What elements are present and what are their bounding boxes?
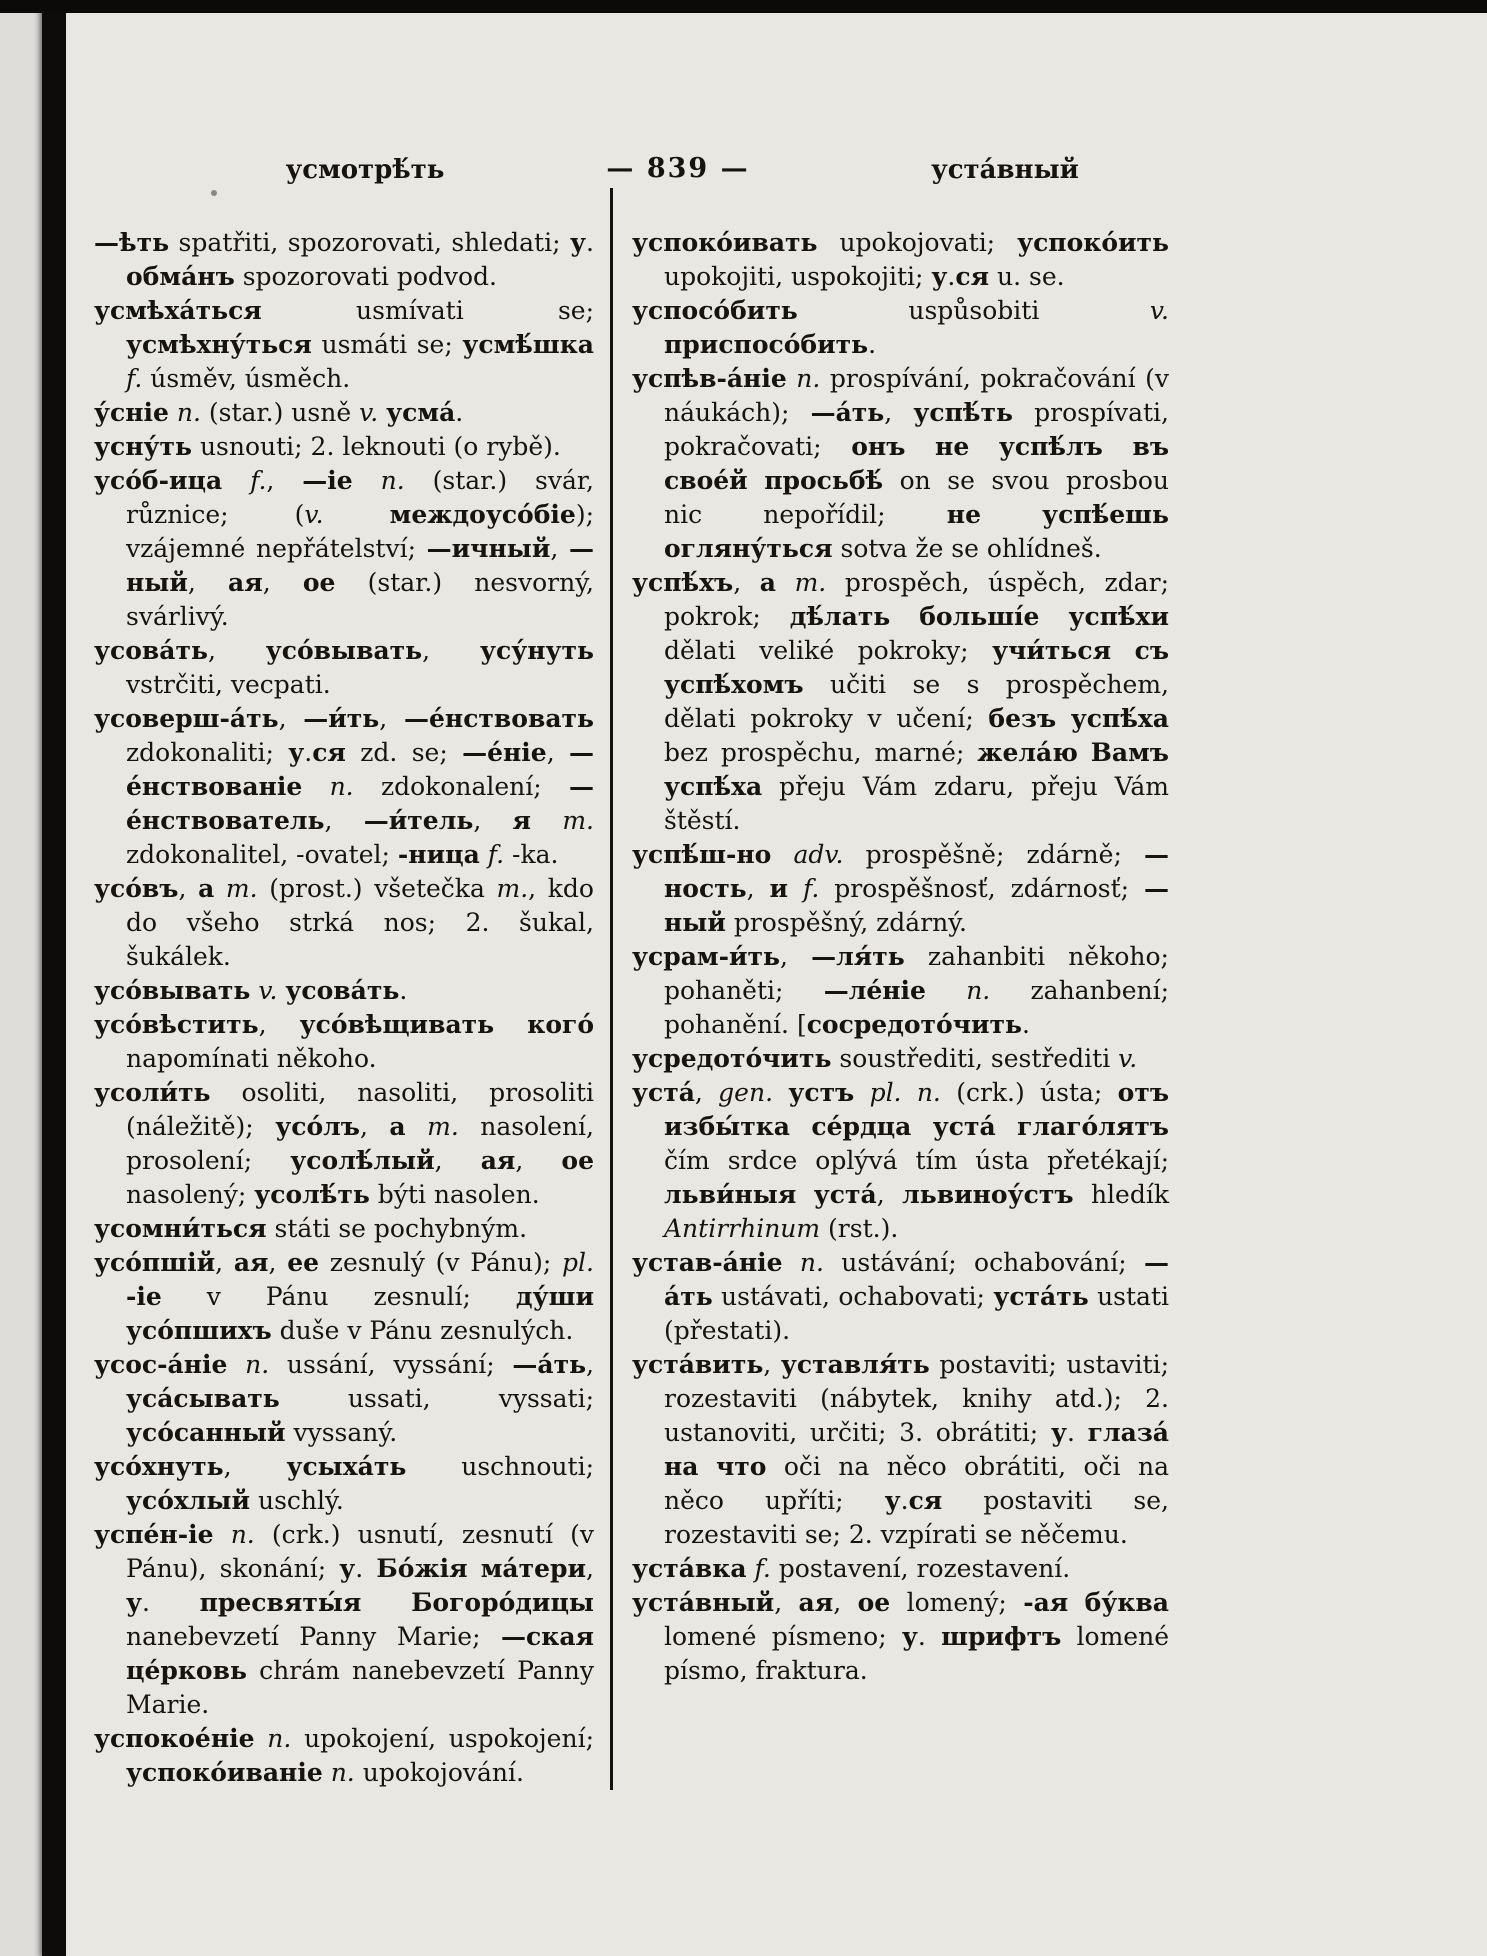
page-number: — 839 —: [606, 153, 750, 184]
dictionary-entry: уста́вка f. postavení, rozestavení.: [632, 1554, 1071, 1583]
dictionary-entry: усну́ть usnouti; 2. leknouti (o rybě).: [94, 432, 561, 461]
running-head-right-keyword: уста́вный: [931, 155, 1079, 185]
dictionary-entry: усос-а́ніе n. ussání, vyssání; —а́ть, уса́сывать ussati, vyssati; усо́санный vyssaný.: [94, 1350, 594, 1447]
dictionary-entry: успоко́ивать upokojovati; успоко́ить upokojiti, uspokojiti; у.ся u. se.: [632, 228, 1169, 291]
dictionary-entry: усо́вывать v. усова́ть.: [94, 976, 408, 1005]
dictionary-entry: у́сніе n. (star.) usně v. усма́.: [94, 398, 464, 427]
dictionary-entry: усоли́ть osoliti, nasoliti, prosoliti (náležitě); усо́лъ, а m. nasolení, prosolení; усолѣ́лый, ая, ое nasolený; усолѣ́ть býti nasolen.: [94, 1078, 594, 1209]
dictionary-entry: успѣ́хъ, а m. prospěch, úspěch, zdar; pokrok; дѣ́лать больші́е успѣ́хи dělati veliké pokroky; учи́ться съ успѣ́хомъ učiti se s prospěchem, dělati pokroky v učení; безъ успѣ́ха bez prospěchu, marné; жела́ю Вамъ успѣ́ха přeju Vám zdaru, přeju Vám štěstí.: [632, 568, 1170, 835]
dictionary-entry: уста́вить, уставля́ть postaviti; ustaviti; rozestaviti (nábytek, knihy atd.); 2. ustanoviti, určiti; 3. obrátiti; у. глаза́ на что oči na něco obrátiti, oči na něco upříti; у.ся postaviti se, rozestaviti se; 2. vzpírati se něčemu.: [632, 1350, 1169, 1549]
dictionary-entry: усо́въ, а m. (prost.) všetečka m., kdo do všeho strká nos; 2. šukal, šukálek.: [94, 874, 594, 971]
dictionary-entry: —ѣть spatřiti, spozorovati, shledati; у. обма́нъ spozorovati podvod.: [94, 228, 594, 291]
dictionary-entry: усоверш-а́ть, —и́ть, —е́нствовать zdokonaliti; у.ся zd. se; —е́ніе, —е́нствованіе n. zdokonalení; —е́нствователь, —и́тель, я m. zdokonalitel, -ovatel; -ница f. -ka.: [94, 704, 595, 869]
dictionary-entry: усо́пшій, ая, ее zesnulý (v Pánu); pl. -іе v Pánu zesnulí; ду́ши усо́пшихъ duše v Pánu zesnulých.: [94, 1248, 594, 1345]
dictionary-entry: усова́ть, усо́вывать, усу́нуть vstrčiti, vecpati.: [94, 636, 594, 699]
dictionary-entry: успѣ́ш-но adv. prospěšně; zdárně; —ность, и f. prospěšnosť, zdárnosť; —ный prospěšný, zdárný.: [632, 840, 1169, 937]
left-column: [94, 226, 594, 1790]
dictionary-entry: усмѣха́ться usmívati se; усмѣхну́ться usmáti se; усмѣ́шка f. úsměv, úsměch.: [94, 296, 594, 393]
dictionary-entry: усо́вѣстить, усо́вѣщивать кого́ napomínati někoho.: [94, 1010, 594, 1073]
dictionary-entry: успѣв-а́ніе n. prospívání, pokračování (v náukách); —а́ть, успѣ́ть prospívati, pokračovati; онъ не успѣ́лъ въ свое́й просьбѣ́ on se svou prosbou nic nepořídil; не успѣ́ешь огляну́ться sotva že se ohlídneš.: [632, 364, 1170, 563]
dictionary-entry: усомни́ться státi se pochybným.: [94, 1214, 528, 1243]
dictionary-entry: усо́б-ица f., —іе n. (star.) svár, různice; (v. междоусо́біе); vzájemné nepřátelství; —ичный, —ный, ая, ое (star.) nesvorný, svárlivý.: [94, 466, 595, 631]
book-spine-shadow: [42, 0, 68, 1956]
page: [66, 12, 1487, 1956]
dictionary-entry: успосо́бить uspůsobiti v. приспосо́бить.: [632, 296, 1169, 359]
scan-speck: [211, 190, 217, 196]
column-divider-rule: [610, 188, 613, 1790]
dictionary-entry: успе́н-іе n. (crk.) usnutí, zesnutí (v Pánu), skonání; у. Бо́жія ма́тери, у. пресвяты́я Богоро́дицы nanebevzetí Panny Marie; —ская це́рковь chrám nanebevzetí Panny Marie.: [94, 1520, 594, 1719]
dictionary-entry: усрам-и́ть, —ля́ть zahanbiti někoho; pohaněti; —ле́ніе n. zahanbení; pohanění. [сосредото́чить.: [632, 942, 1170, 1039]
right-column: [632, 226, 1169, 1688]
dictionary-entry: уста́вный, ая, ое lomený; -ая бу́ква lomené písmeno; у. шрифтъ lomené písmo, fraktura.: [632, 1588, 1169, 1685]
dictionary-entry: успокое́ніе n. upokojení, uspokojení; успоко́иваніе n. upokojování.: [94, 1724, 594, 1787]
dictionary-entry: устав-а́ніе n. ustávání; ochabování; —а́ть ustávati, ochabovati; уста́ть ustati (přestati).: [632, 1248, 1169, 1345]
dictionary-entry: усо́хнуть, усыха́ть uschnouti; усо́хлый uschlý.: [94, 1452, 594, 1515]
scan-left-margin: [0, 0, 44, 1956]
running-head-left-keyword: усмотрѣ́ть: [285, 155, 445, 185]
scan-top-edge: [0, 0, 1487, 13]
dictionary-entry: уста́, gen. устъ pl. n. (crk.) ústa; отъ избы́тка се́рдца уста́ глаго́лятъ čím srdce oplývá tím ústa přetékají; льви́ныя уста́, львиноу́стъ hledík Antirrhinum (rst.).: [632, 1078, 1169, 1243]
dictionary-entry: усредото́чить soustřediti, sestřediti v.: [632, 1044, 1138, 1073]
